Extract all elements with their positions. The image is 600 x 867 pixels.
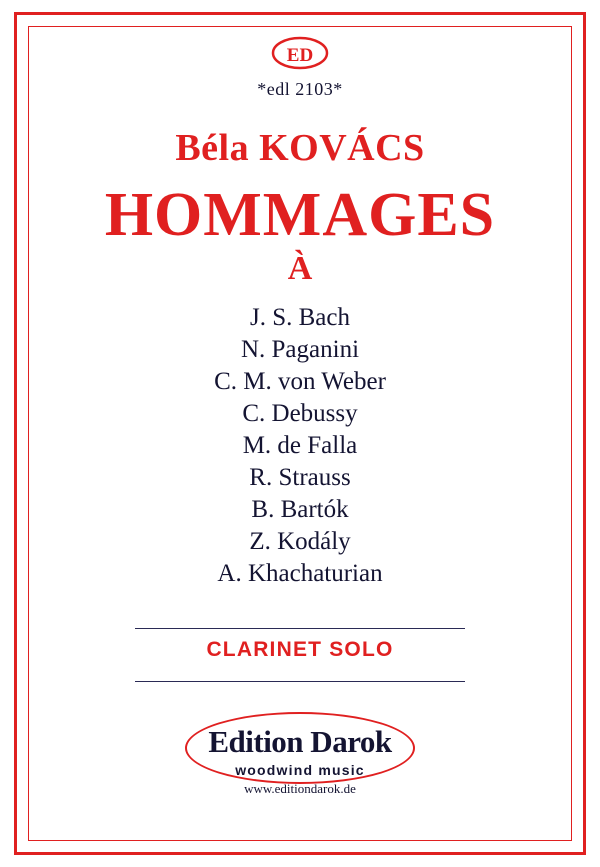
list-item: R. Strauss (249, 464, 351, 491)
instrumentation-label: CLARINET SOLO (206, 638, 394, 661)
publisher-block (150, 708, 450, 798)
publisher-name: Edition Darok (208, 724, 392, 759)
svg-text:ED: ED (286, 45, 314, 66)
list-item: J. S. Bach (250, 304, 350, 331)
publisher-tagline: woodwind music (235, 762, 365, 778)
list-item: N. Paganini (240, 336, 360, 363)
title-preposition: À (287, 250, 313, 287)
list-item: M. de Falla (242, 432, 358, 459)
catalog-number: *edl 2103* (257, 79, 343, 99)
edition-darok-monogram-icon (270, 36, 330, 70)
dedicatee-list (40, 302, 560, 590)
publisher-website: www.editiondarok.de (244, 781, 356, 796)
list-item: B. Bartók (251, 496, 349, 523)
list-item: C. M. von Weber (214, 368, 386, 395)
publisher-logo-top (270, 36, 330, 75)
cover-content (40, 34, 560, 833)
composer-name: Béla KOVÁCS (175, 127, 425, 169)
divider-below-instrumentation (135, 681, 465, 682)
list-item: A. Khachaturian (217, 560, 383, 587)
divider-above-instrumentation (135, 628, 465, 629)
list-item: Z. Kodály (249, 528, 351, 555)
page-title: HOMMAGES (104, 181, 496, 249)
list-item: C. Debussy (242, 400, 358, 427)
